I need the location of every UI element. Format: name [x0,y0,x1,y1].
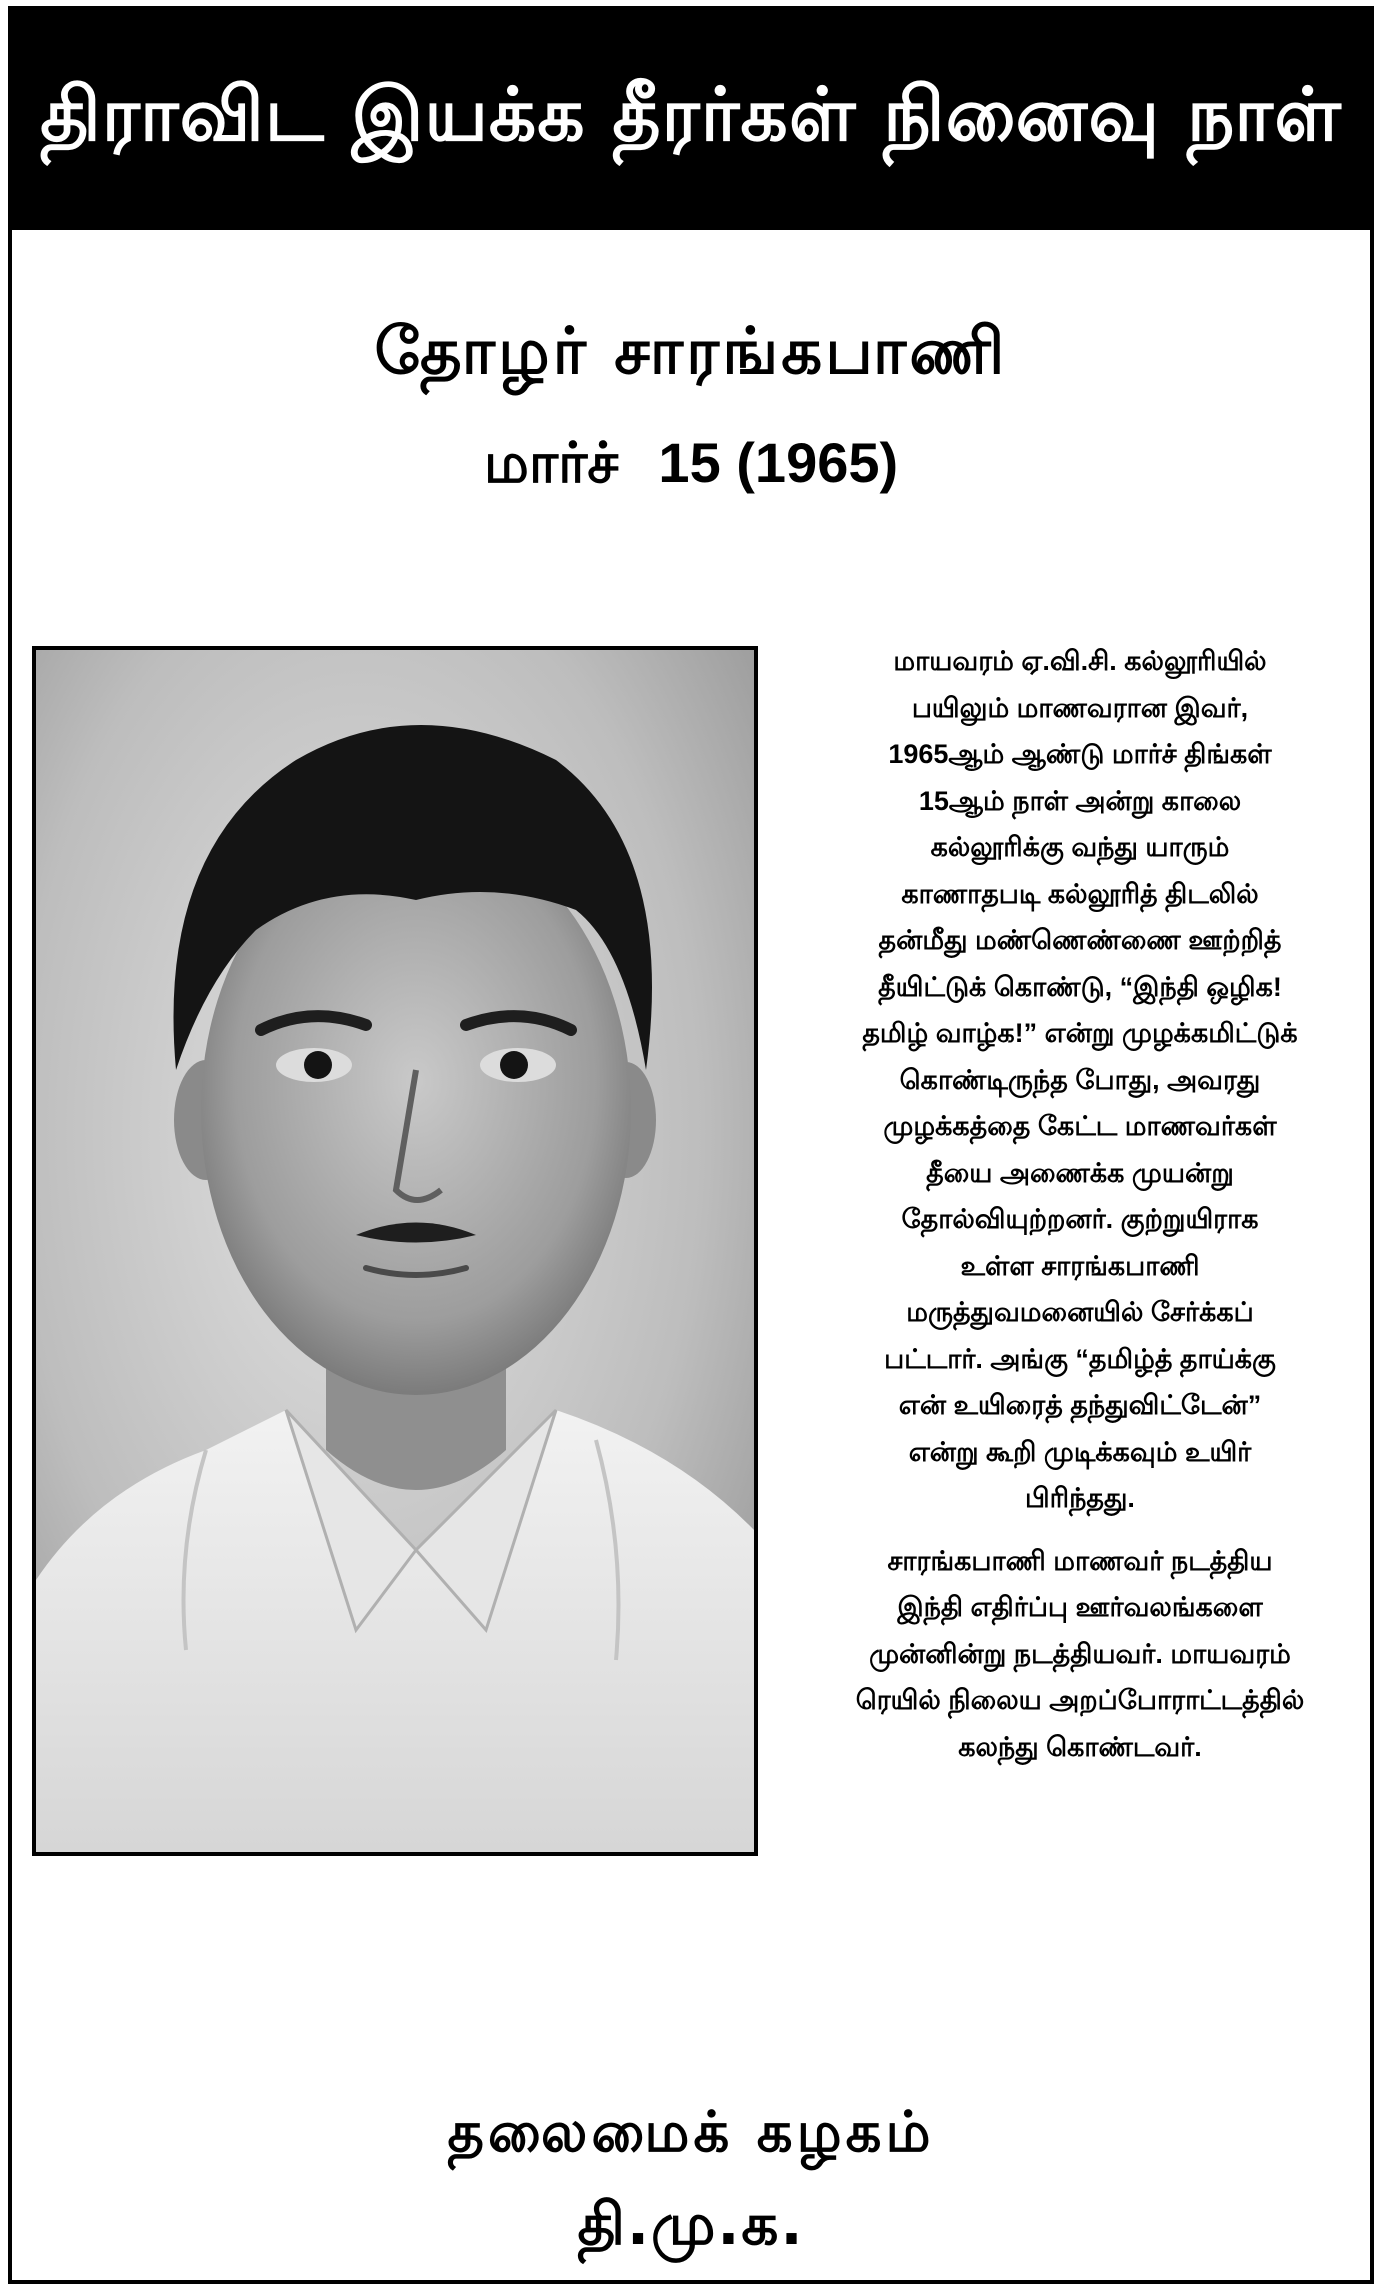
biography-line: 15ஆம் நாள் அன்று காலை [918,785,1242,816]
biography-line: பிரிந்தது. [1025,1483,1135,1513]
person-name: தோழர் சாரங்கபாணி [374,315,1008,389]
header-banner [12,10,1370,230]
footer-organization: தலைமைக் கழகம் [447,2100,935,2165]
biography-line: மருத்துவமனையில் சேர்க்கப் [906,1297,1254,1327]
biography-paragraph-2 [782,1538,1378,1771]
biography-line: தன்மீது மண்ணெண்ணை ஊற்றித் [878,925,1282,955]
biography-line: மாயவரம் ஏ.வி.சி. கல்லூரியில் [893,646,1267,676]
biography-line: தீயை அணைக்க முயன்று [926,1157,1234,1188]
biography-line: பட்டார். அங்கு “தமிழ்த் தாய்க்கு [884,1343,1276,1374]
banner-title: திராவிட இயக்க தீரர்கள் நினைவு நாள் [40,72,1342,158]
biography-line: பயிலும் மாணவரான இவர், [911,692,1249,723]
biography-line: கொண்டிருந்த போது, அவரது [899,1064,1261,1095]
biography-line: என்று கூறி முடிக்கவும் உயிர் [908,1436,1252,1467]
biography-paragraph-1 [782,638,1378,1522]
biography-line: ரெயில் நிலைய அறப்போராட்டத்தில் [855,1685,1305,1715]
biography-line: கலந்து கொண்டவர். [958,1731,1202,1762]
biography-line: தீயிட்டுக் கொண்டு, “இந்தி ஒழிக! [878,971,1282,1002]
date-month: மார்ச் [483,431,619,494]
footer-party: தி.மு.க. [577,2190,805,2258]
date-day-year: 15 (1965) [658,431,899,494]
portrait-image [36,650,754,1852]
poster-frame [8,6,1374,2284]
biography-line: கல்லூரிக்கு வந்து யாரும் [930,832,1230,862]
biography-line: 1965ஆம் ஆண்டு மார்ச் திங்கள் [888,739,1272,769]
biography-line: இந்தி எதிர்ப்பு ஊர்வலங்களை [897,1592,1263,1622]
biography-text [782,638,1378,1770]
biography-line: தோல்வியுற்றனர். குற்றுயிராக [901,1204,1259,1234]
memorial-date [12,430,1370,503]
biography-line: முன்னின்று நடத்தியவர். மாயவரம் [869,1638,1291,1669]
biography-line: தமிழ் வாழ்க!” என்று முழக்கமிட்டுக் [862,1018,1298,1048]
portrait-photo [32,646,758,1856]
biography-line: உள்ள சாரங்கபாணி [960,1250,1200,1281]
biography-line: என் உயிரைத் தந்துவிட்டேன்” [898,1390,1262,1420]
biography-line: முழக்கத்தை கேட்ட மாணவர்கள் [883,1111,1277,1141]
biography-line: காணாதபடி கல்லூரித் திடலில் [901,878,1259,909]
biography-line: சாரங்கபாணி மாணவர் நடத்திய [887,1545,1273,1576]
